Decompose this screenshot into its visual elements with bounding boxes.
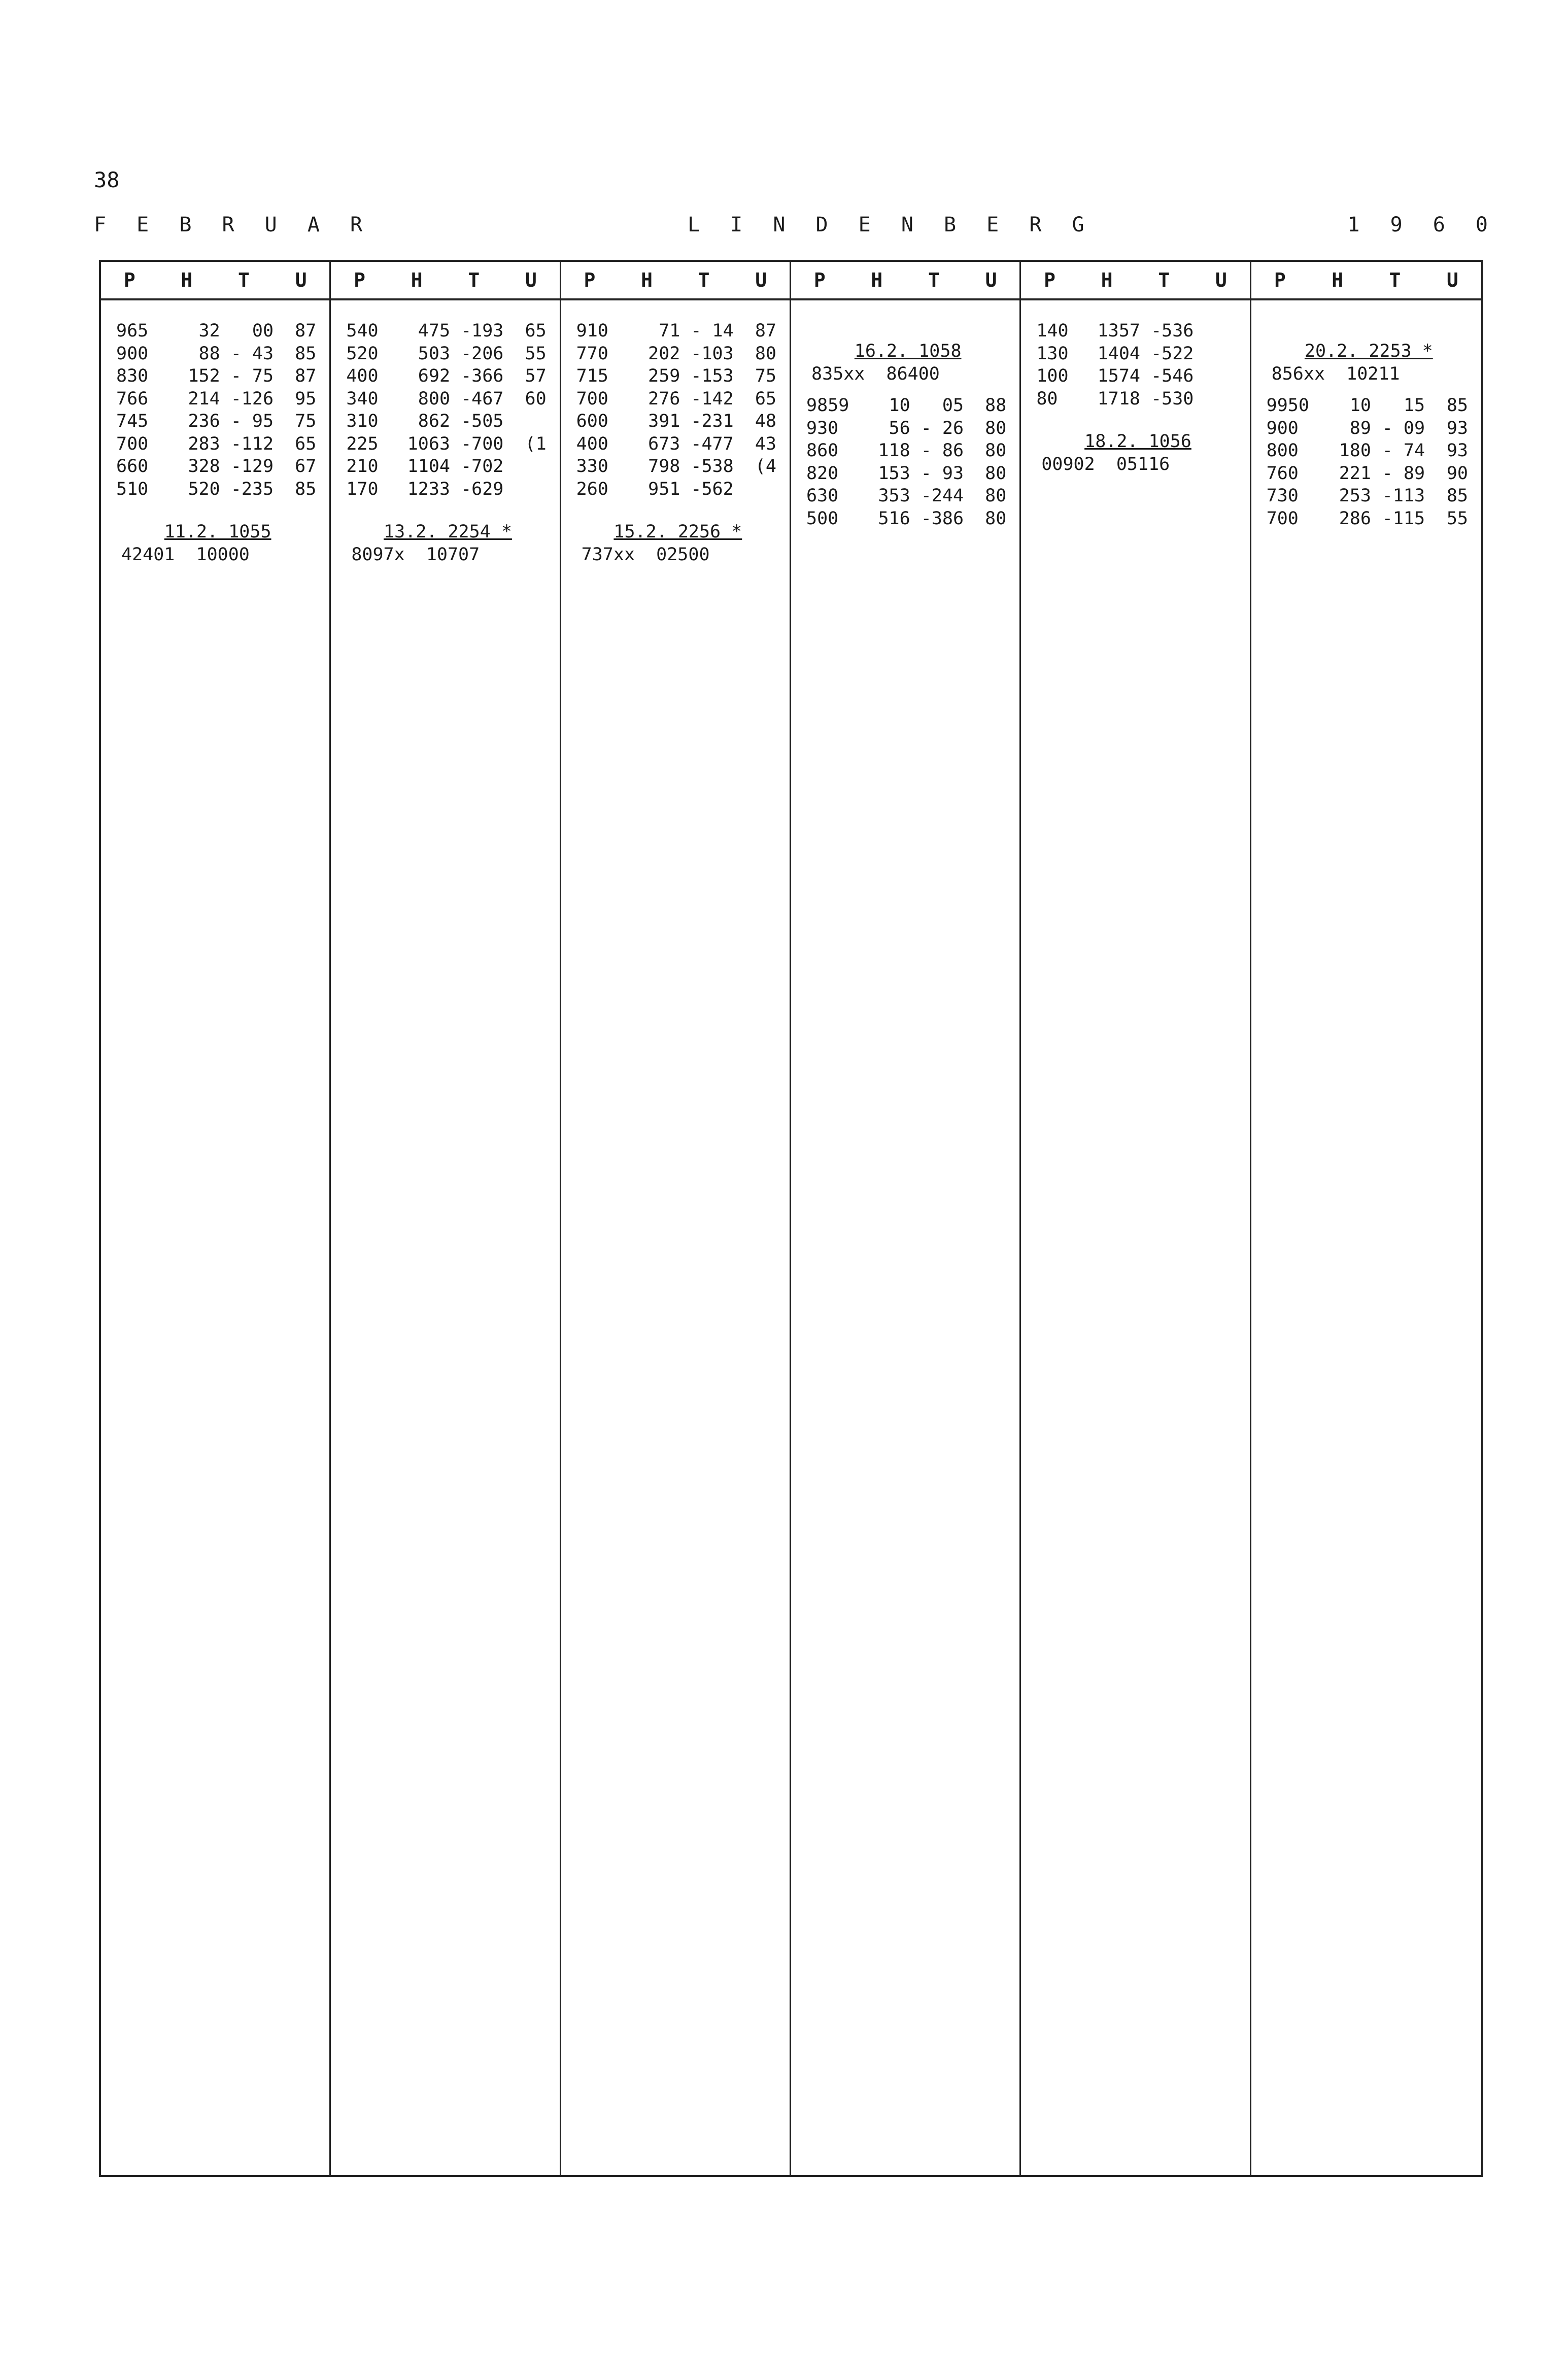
table-cell: 210 <box>346 456 379 477</box>
table-cell: 715 <box>576 366 608 386</box>
column-header-label: T <box>1158 269 1170 291</box>
column-header-label: P <box>1044 269 1056 291</box>
table-cell: -113 <box>1382 486 1425 506</box>
table-cell: 87 <box>295 321 317 341</box>
table-cell: 85 <box>1446 395 1468 416</box>
month-header: F E B R U A R <box>94 213 372 236</box>
table-cell: 85 <box>1446 486 1468 506</box>
table-cell: -112 <box>230 433 274 454</box>
table-cell: -629 <box>461 479 504 499</box>
column-header-label: P <box>584 269 596 291</box>
table-cell: 9950 <box>1266 395 1309 416</box>
table-row <box>1267 439 1471 462</box>
table-cell: 60 <box>525 388 547 409</box>
table-cell: - 95 <box>230 411 274 431</box>
table-cell: 673 <box>648 433 680 454</box>
table-cell: -103 <box>691 343 734 364</box>
table-cell: - 75 <box>230 366 274 386</box>
column-header-label: H <box>181 269 193 291</box>
table-cell: (4 <box>755 456 776 477</box>
table-cell: 90 <box>1446 463 1468 484</box>
table-cell: -522 <box>1151 343 1194 364</box>
table-cell: -142 <box>691 388 734 409</box>
table-row <box>116 433 319 456</box>
table-cell: 475 <box>418 321 451 341</box>
table-row <box>806 462 1009 485</box>
table-cell <box>737 478 779 501</box>
column-header <box>561 262 790 300</box>
table-cell: 118 <box>878 440 910 461</box>
table-cell: 05 <box>942 395 964 416</box>
sounding-title: 15.2. 2256 * <box>613 522 742 542</box>
table-cell: 88 <box>985 395 1007 416</box>
table-cell: 540 <box>346 321 379 341</box>
table-cell: 180 <box>1339 440 1371 461</box>
table-row <box>346 343 549 365</box>
table-cell: 221 <box>1339 463 1371 484</box>
table-cell: 80 <box>985 418 1007 438</box>
table-cell: 00 <box>252 321 274 341</box>
table-cell: 965 <box>116 321 149 341</box>
table-cell: 153 <box>878 463 910 484</box>
table-cell: 75 <box>755 366 776 386</box>
column-header <box>1021 262 1249 300</box>
table-cell: 770 <box>576 343 608 364</box>
table-cell: 89 <box>1349 418 1371 438</box>
table-row <box>346 478 549 501</box>
table-cell: 330 <box>576 456 608 477</box>
table-row <box>576 320 779 343</box>
table-column <box>101 262 331 2175</box>
table-cell <box>1197 365 1239 388</box>
table-cell: 202 <box>648 343 680 364</box>
sounding-title: 11.2. 1055 <box>164 522 271 542</box>
table-cell: 700 <box>116 433 149 454</box>
column-header-label: P <box>813 269 826 291</box>
table-row <box>1267 394 1471 417</box>
table-cell: 860 <box>806 440 839 461</box>
table-cell: 214 <box>188 388 220 409</box>
table-cell: 310 <box>346 411 379 431</box>
table-cell: 65 <box>525 321 547 341</box>
column-header-label: H <box>411 269 423 291</box>
table-cell: 500 <box>806 508 839 529</box>
table-cell <box>1197 388 1239 411</box>
table-cell: 660 <box>116 456 149 477</box>
table-cell: -115 <box>1382 508 1425 529</box>
table-cell: 260 <box>576 479 608 499</box>
table-cell: 48 <box>755 411 776 431</box>
table-cell: -562 <box>691 479 734 499</box>
table-cell: 10 <box>889 395 910 416</box>
table-cell: 862 <box>418 411 451 431</box>
table-cell: - 14 <box>691 321 734 341</box>
table-cell: 85 <box>295 343 317 364</box>
table-cell: -366 <box>461 366 504 386</box>
table-cell: 1357 <box>1097 321 1141 341</box>
table-cell: 236 <box>188 411 220 431</box>
table-cell: 1404 <box>1097 343 1141 364</box>
table-row <box>116 455 319 478</box>
table-row <box>1036 388 1239 411</box>
table-cell: 140 <box>1036 321 1069 341</box>
table-cell: 503 <box>418 343 451 364</box>
table-cell: -244 <box>921 486 964 506</box>
table-cell: 340 <box>346 388 379 409</box>
table-cell: 56 <box>889 418 910 438</box>
table-cell: -235 <box>230 479 274 499</box>
table-cell <box>506 455 549 478</box>
sounding-title: 13.2. 2254 * <box>384 522 512 542</box>
table-row <box>1267 462 1471 485</box>
column-header-label: H <box>1101 269 1113 291</box>
table-row <box>576 478 779 501</box>
page-number: 38 <box>94 167 120 192</box>
table-row <box>576 433 779 456</box>
table-cell: - 26 <box>921 418 964 438</box>
table-cell: -530 <box>1151 388 1194 409</box>
sounding-code: 835xx 86400 <box>811 363 940 384</box>
column-header-label: U <box>985 269 997 291</box>
table-cell: 87 <box>295 366 317 386</box>
table-cell: 830 <box>116 366 149 386</box>
sounding-code: 856xx 10211 <box>1271 363 1400 384</box>
table-row <box>346 365 549 388</box>
table-cell: 276 <box>648 388 680 409</box>
table-cell: -206 <box>461 343 504 364</box>
table-row <box>346 455 549 478</box>
table-row <box>116 388 319 411</box>
table-column <box>791 262 1021 2175</box>
table-cell: 760 <box>1266 463 1299 484</box>
table-cell: 1718 <box>1097 388 1141 409</box>
table-row <box>576 365 779 388</box>
table-cell: 400 <box>346 366 379 386</box>
table-row <box>1036 343 1239 365</box>
table-column <box>1251 262 1481 2175</box>
table-cell: 1063 <box>407 433 451 454</box>
table-cell: 391 <box>648 411 680 431</box>
table-cell: -700 <box>461 433 504 454</box>
table-row <box>1036 365 1239 388</box>
table-cell: 1574 <box>1097 366 1141 386</box>
sounding-code: 00902 05116 <box>1041 454 1170 474</box>
table-cell: 900 <box>116 343 149 364</box>
table-cell: 400 <box>576 433 608 454</box>
table-row <box>576 455 779 478</box>
table-cell <box>1197 320 1239 343</box>
table-cell: 15 <box>1403 395 1425 416</box>
column-header-label: T <box>238 269 250 291</box>
table-cell: 910 <box>576 321 608 341</box>
table-cell: 951 <box>648 479 680 499</box>
table-cell: 100 <box>1036 366 1069 386</box>
table-cell: 65 <box>755 388 776 409</box>
table-cell: 85 <box>295 479 317 499</box>
table-cell: -477 <box>691 433 734 454</box>
table-cell: 80 <box>755 343 776 364</box>
table-cell: 520 <box>188 479 220 499</box>
sounding-code: 8097x 10707 <box>351 544 480 565</box>
column-header-label: P <box>354 269 366 291</box>
table-cell: 9859 <box>806 395 849 416</box>
table-cell <box>506 478 549 501</box>
column-header <box>331 262 559 300</box>
table-cell: 798 <box>648 456 680 477</box>
table-cell: 600 <box>576 411 608 431</box>
table-row <box>806 485 1009 507</box>
sounding-code: 737xx 02500 <box>581 544 710 565</box>
table-cell: 80 <box>985 508 1007 529</box>
table-row <box>116 320 319 343</box>
table-cell: 225 <box>346 433 379 454</box>
station-header: L I N D E N B E R G <box>688 213 1094 236</box>
column-header-label: U <box>755 269 767 291</box>
table-cell: -193 <box>461 321 504 341</box>
table-cell: 253 <box>1339 486 1371 506</box>
table-cell: 800 <box>418 388 451 409</box>
table-row <box>346 433 549 456</box>
table-cell: -505 <box>461 411 504 431</box>
table-cell: - 09 <box>1382 418 1425 438</box>
table-cell: 93 <box>1446 440 1468 461</box>
table-row <box>1036 320 1239 343</box>
table-cell: 259 <box>648 366 680 386</box>
table-row <box>116 343 319 365</box>
column-header-label: H <box>1332 269 1344 291</box>
table-cell: 630 <box>806 486 839 506</box>
table-cell: 152 <box>188 366 220 386</box>
table-cell: 800 <box>1266 440 1299 461</box>
table-column <box>1021 262 1251 2175</box>
table-cell: 353 <box>878 486 910 506</box>
table-cell: 93 <box>1446 418 1468 438</box>
table-cell: -467 <box>461 388 504 409</box>
column-header-label: P <box>1274 269 1286 291</box>
table-cell: 692 <box>418 366 451 386</box>
column-header <box>101 262 329 300</box>
table-row <box>806 439 1009 462</box>
table-cell: - 86 <box>921 440 964 461</box>
table-cell: 10 <box>1349 395 1371 416</box>
table-row <box>346 410 549 433</box>
column-header-label: U <box>525 269 537 291</box>
table-row <box>346 320 549 343</box>
table-cell: - 93 <box>921 463 964 484</box>
table-cell: 87 <box>755 321 776 341</box>
column-header <box>1251 262 1481 300</box>
column-header-label: U <box>1446 269 1458 291</box>
table-cell: -231 <box>691 411 734 431</box>
table-cell: 510 <box>116 479 149 499</box>
year-header: 1 9 6 0 <box>1347 213 1497 236</box>
table-cell: 80 <box>985 486 1007 506</box>
table-cell: 286 <box>1339 508 1371 529</box>
table-cell: 283 <box>188 433 220 454</box>
table-row <box>576 410 779 433</box>
table-row <box>1267 507 1471 530</box>
sounding-title: 20.2. 2253 * <box>1304 341 1433 361</box>
table-cell: 766 <box>116 388 149 409</box>
column-header-label: T <box>1389 269 1401 291</box>
sounding-table <box>99 260 1483 2177</box>
column-header-label: T <box>468 269 480 291</box>
table-cell: - 89 <box>1382 463 1425 484</box>
table-row <box>346 388 549 411</box>
column-header-label: T <box>928 269 940 291</box>
table-cell: 43 <box>755 433 776 454</box>
table-cell: 55 <box>1446 508 1468 529</box>
table-row <box>1267 417 1471 440</box>
table-cell: 55 <box>525 343 547 364</box>
table-cell: 516 <box>878 508 910 529</box>
table-cell: -386 <box>921 508 964 529</box>
column-header-label: T <box>698 269 710 291</box>
table-cell: 80 <box>1036 388 1058 409</box>
table-cell: -702 <box>461 456 504 477</box>
table-cell: 1233 <box>407 479 451 499</box>
column-header-label: H <box>641 269 653 291</box>
column-header-label: U <box>295 269 307 291</box>
table-cell: 700 <box>1266 508 1299 529</box>
table-cell: - 43 <box>230 343 274 364</box>
table-cell: 88 <box>198 343 220 364</box>
table-row <box>116 478 319 501</box>
table-column <box>331 262 561 2175</box>
table-row <box>806 394 1009 417</box>
table-cell: 328 <box>188 456 220 477</box>
table-cell: 820 <box>806 463 839 484</box>
sounding-code: 42401 10000 <box>121 544 250 565</box>
table-row <box>1267 485 1471 507</box>
table-cell: 65 <box>295 433 317 454</box>
table-cell: 1104 <box>407 456 451 477</box>
column-header-label: P <box>123 269 135 291</box>
column-header-label: U <box>1215 269 1227 291</box>
column-header <box>791 262 1019 300</box>
table-cell: 730 <box>1266 486 1299 506</box>
table-cell: 57 <box>525 366 547 386</box>
table-cell: - 74 <box>1382 440 1425 461</box>
table-cell: 930 <box>806 418 839 438</box>
table-cell: -126 <box>230 388 274 409</box>
sounding-title: 16.2. 1058 <box>854 341 962 361</box>
table-row <box>806 507 1009 530</box>
table-row <box>806 417 1009 440</box>
table-cell: 95 <box>295 388 317 409</box>
table-cell: 67 <box>295 456 317 477</box>
table-cell <box>1197 343 1239 365</box>
table-cell: 130 <box>1036 343 1069 364</box>
table-cell: (1 <box>525 433 547 454</box>
table-row <box>576 388 779 411</box>
table-cell: 900 <box>1266 418 1299 438</box>
column-header-label: H <box>871 269 883 291</box>
table-cell: -546 <box>1151 366 1194 386</box>
table-cell: 520 <box>346 343 379 364</box>
table-cell: 71 <box>659 321 680 341</box>
table-cell: 170 <box>346 479 379 499</box>
sounding-title: 18.2. 1056 <box>1084 431 1191 452</box>
table-cell: 32 <box>198 321 220 341</box>
table-cell: -129 <box>230 456 274 477</box>
table-cell: 80 <box>985 440 1007 461</box>
table-cell: 80 <box>985 463 1007 484</box>
table-cell: 75 <box>295 411 317 431</box>
table-cell: 745 <box>116 411 149 431</box>
table-row <box>116 365 319 388</box>
table-cell: -536 <box>1151 321 1194 341</box>
table-cell <box>506 410 549 433</box>
table-cell: -538 <box>691 456 734 477</box>
table-cell: 700 <box>576 388 608 409</box>
table-row <box>116 410 319 433</box>
table-row <box>576 343 779 365</box>
table-cell: -153 <box>691 366 734 386</box>
table-column <box>561 262 791 2175</box>
